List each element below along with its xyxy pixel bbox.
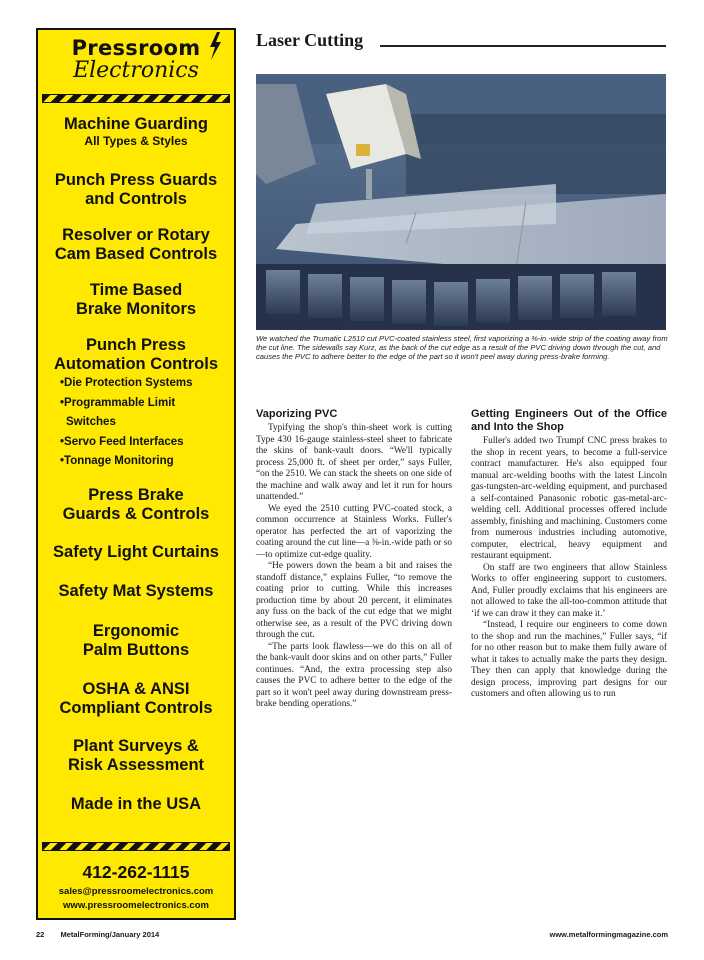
ad-item-automation-controls	[38, 336, 234, 374]
body-paragraph: We eyed the 2510 cutting PVC-coated stock, a common occurrence at Stainless Works. Fuller's operator has perfected the art of vaporizing the coating around the cut line—a ⅜-in.-wide path or so—to optimize cut-edge quality.	[256, 503, 452, 560]
ad-item-title: Made in the USA	[70, 794, 202, 813]
ad-item-title: Safety Light Curtains	[53, 542, 219, 561]
pressroom-electronics-logo	[38, 30, 234, 94]
page-number: 22	[36, 930, 45, 939]
ad-phone[interactable]: 412-262-1115	[82, 862, 190, 882]
ad-item-title: Compliant Controls	[59, 698, 213, 717]
body-paragraph: Typifying the shop's thin-sheet work is cutting Type 430 16-gauge stainless-steel sheet to fabricate the skins of bank-vault doors. “We'll typically process 25,000 ft. of sheet per order,” says Fuller, “on the 2510. We can stack the sheets on one side of the machine and walk away and let it run for hours unattended.”	[256, 423, 452, 502]
body-paragraph: On staff are two engineers that allow Stainless Works to offer engineering support to customers. And, Fuller proudly exclaims that his engineers are not allowed to take the all-too-common attitude that ‘if we can draw it they can make it.’	[471, 562, 667, 619]
ad-contact-block	[38, 850, 234, 911]
ad-item-title: Palm Buttons	[82, 640, 190, 659]
feature-bullet: •Servo Feed Interfaces	[60, 435, 184, 448]
ad-item-osha-ansi	[38, 680, 234, 718]
ad-item-title: Brake Monitors	[75, 300, 197, 318]
ad-item-press-brake-guards	[38, 486, 234, 524]
ad-item-title: Press Brake	[88, 485, 184, 504]
ad-item-title: Resolver or Rotary	[62, 226, 210, 244]
ad-email-link[interactable]: sales@pressroomelectronics.com	[58, 886, 214, 897]
feature-bullet: •Programmable Limit	[60, 396, 176, 409]
ad-item-title: Time Based	[89, 281, 183, 299]
article-column-right	[471, 408, 667, 701]
logo-script: Electronics	[73, 58, 199, 83]
ad-item-made-in-usa	[38, 795, 234, 814]
ad-item-light-curtains	[38, 543, 234, 562]
page-footer-left	[36, 930, 173, 939]
ad-item-resolver-controls	[38, 226, 234, 264]
article-column-left	[256, 408, 452, 711]
body-paragraph: “He powers down the beam a bit and raises the standoff distance,” explains Fuller, “to remove the coating prior to cutting. While this increases production time by about 20 percent, it eliminates any fuss on the back of the cut edge that we might otherwise see, as a result of the PVC driving down through the cut.	[256, 561, 452, 640]
automation-feature-list	[38, 374, 234, 472]
ad-item-brake-monitors	[38, 281, 234, 319]
ad-item-title: Cam Based Controls	[54, 245, 218, 263]
ad-item-machine-guarding	[38, 115, 234, 149]
ad-item-title: OSHA & ANSI	[82, 679, 190, 698]
magazine-url[interactable]: www.metalformingmagazine.com	[549, 930, 668, 939]
body-paragraph: “Instead, I require our engineers to come down to the shop and run the machines,” Fuller says, “if for no other reason but to make them fully aware of what it takes to actually make the parts they design. They then can apply that knowledge during the design process, improving part designs for our customers and often allowing us to run	[471, 620, 667, 699]
advertisement-sidebar	[36, 28, 236, 920]
ad-item-title: Punch Press Guards	[54, 171, 218, 189]
ad-item-title: Punch Press	[86, 336, 186, 354]
lightning-bolt-icon	[208, 32, 222, 60]
hazard-stripe-divider	[42, 94, 230, 103]
ad-item-title: Risk Assessment	[67, 755, 205, 774]
laser-cutter-image	[256, 74, 666, 330]
ad-item-title: Automation Controls	[53, 355, 219, 373]
logo-wordmark: Pressroom	[71, 36, 201, 60]
ad-item-title: Safety Mat Systems	[58, 581, 214, 600]
ad-website-link[interactable]: www.pressroomelectronics.com	[63, 900, 209, 911]
ad-item-title: Guards & Controls	[62, 504, 210, 523]
ad-item-title: Machine Guarding	[64, 115, 208, 133]
feature-bullet: •Die Protection Systems	[60, 377, 193, 389]
body-paragraph: Fuller's added two Trumpf CNC press brakes to the shop in recent years, to become a full-service contract manufacturer. He's also equipped four manual arc-welding booths with the latest Lincoln gas-tungsten-arc-welding equipment, and purchased a self-contained Panasonic robotic gas-metal-arc-welding cell. Additional processes offered include assembly, finishing and machining. Customers come from numerous industries including automotive, computer, electrical, heavy equipment and restaurant equipment.	[471, 436, 667, 561]
magazine-issue: MetalForming/January 2014	[60, 930, 160, 939]
section-rule-divider	[380, 45, 666, 47]
feature-bullet: Switches	[66, 416, 116, 428]
ad-item-palm-buttons	[38, 622, 234, 660]
section-title: Laser Cutting	[256, 30, 364, 50]
body-paragraph: “The parts look flawless—we do this on all of the bank-vault door skins and on other parts,” Fuller continues. “And, the extra processing step also causes the PVC to adhere better to the edge of the part so it won't peel away during downstream press-brake bending operations.”	[256, 641, 452, 709]
feature-bullet: •Tonnage Monitoring	[60, 455, 174, 467]
ad-item-plant-surveys	[38, 737, 234, 775]
laser-cutting-photo	[256, 74, 666, 330]
ad-item-punch-press-guards	[38, 171, 234, 209]
ad-item-title: and Controls	[85, 190, 187, 208]
subheading-vaporizing-pvc: Vaporizing PVC	[256, 408, 338, 420]
ad-item-title: Plant Surveys &	[73, 736, 199, 755]
ad-item-title: Ergonomic	[92, 621, 180, 640]
ad-item-subtitle: All Types & Styles	[84, 134, 188, 148]
ad-product-list	[38, 103, 234, 814]
ad-item-safety-mats	[38, 582, 234, 601]
subheading-engineers: Getting Engineers Out of the Office and Into the Shop	[471, 408, 667, 433]
photo-caption: We watched the Trumatic L2510 cut PVC-coated stainless steel, first vaporizing a ⅜-in.-wide strip of the coating away from the cut line. The sidewalls say Kurz, as the back of the cut edge as a result of the PVC driving down through the cut, and causes the PVC to adhere better to the edge of the part so it won't peel away during press-brake forming.	[256, 334, 668, 362]
